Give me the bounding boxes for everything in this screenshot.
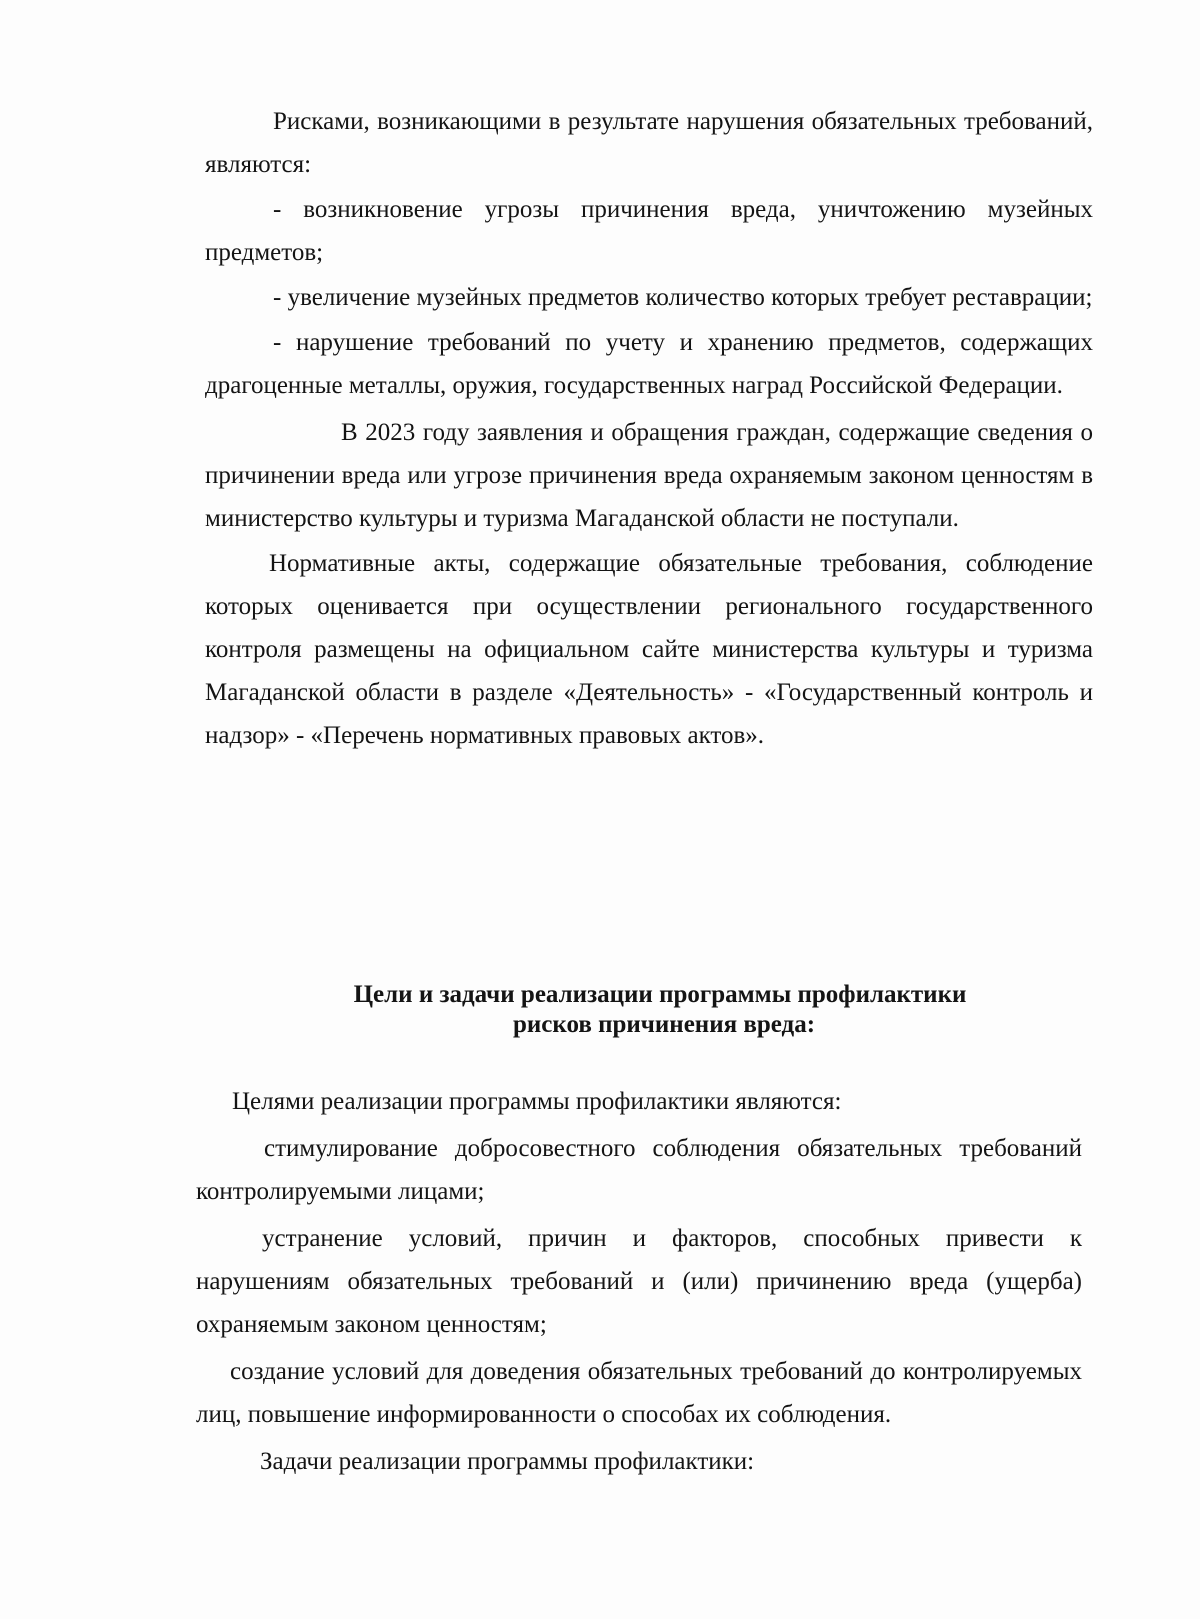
paragraph-goals-intro: Целями реализации программы профилактики являются: xyxy=(232,1088,842,1115)
paragraph-risk-threat: - возникновение угрозы причинения вреда, уничтожению музейных предметов; xyxy=(205,196,1093,266)
body-text-top xyxy=(205,100,1093,757)
paragraph-goal-stimulation: стимулирование добросовестного соблюдения обязательных требований контролируемыми лицами; xyxy=(196,1135,1082,1205)
paragraph-risks-intro: Рисками, возникающими в результате нарушения обязательных требований, являются: xyxy=(205,108,1093,178)
paragraph-tasks-intro: Задачи реализации программы профилактики: xyxy=(260,1448,755,1475)
paragraph-goal-conditions: создание условий для доведения обязательных требований до контролируемых лиц, повышение информированности о способах их соблюдения. xyxy=(196,1358,1082,1428)
paragraph-risk-restoration: - увеличение музейных предметов количество которых требует реставрации; xyxy=(273,284,1093,311)
paragraph-goal-elimination: устранение условий, причин и факторов, способных привести к нарушениям обязательных требований и (или) причинению вреда (ущерба) охраняемым законом ценностям; xyxy=(196,1225,1082,1338)
section-heading-line1: Цели и задачи реализации программы профилактики xyxy=(353,981,967,1008)
paragraph-appeals-2023: В 2023 году заявления и обращения граждан, содержащие сведения о причинении вреда или угрозе причинения вреда охраняемым законом ценностям в министерство культуры и туризма Магаданской области не поступали. xyxy=(205,419,1093,532)
paragraph-normative-acts: Нормативные акты, содержащие обязательные требования, соблюдение которых оценивается при осуществлении регионального государственного контроля размещены на официальном сайте министерства культуры и туризма Магаданской области в разделе «Деятельность» - «Государственный контроль и надзор» - «Перечень нормативных правовых актов». xyxy=(205,550,1093,749)
body-text-bottom xyxy=(196,1080,1082,1483)
paragraph-risk-storage: - нарушение требований по учету и хранению предметов, содержащих драгоценные металлы, оружия, государственных наград Российской Федерации. xyxy=(205,329,1093,399)
section-heading-line2: рисков причинения вреда: xyxy=(512,1011,816,1038)
section-heading xyxy=(205,980,1115,1040)
